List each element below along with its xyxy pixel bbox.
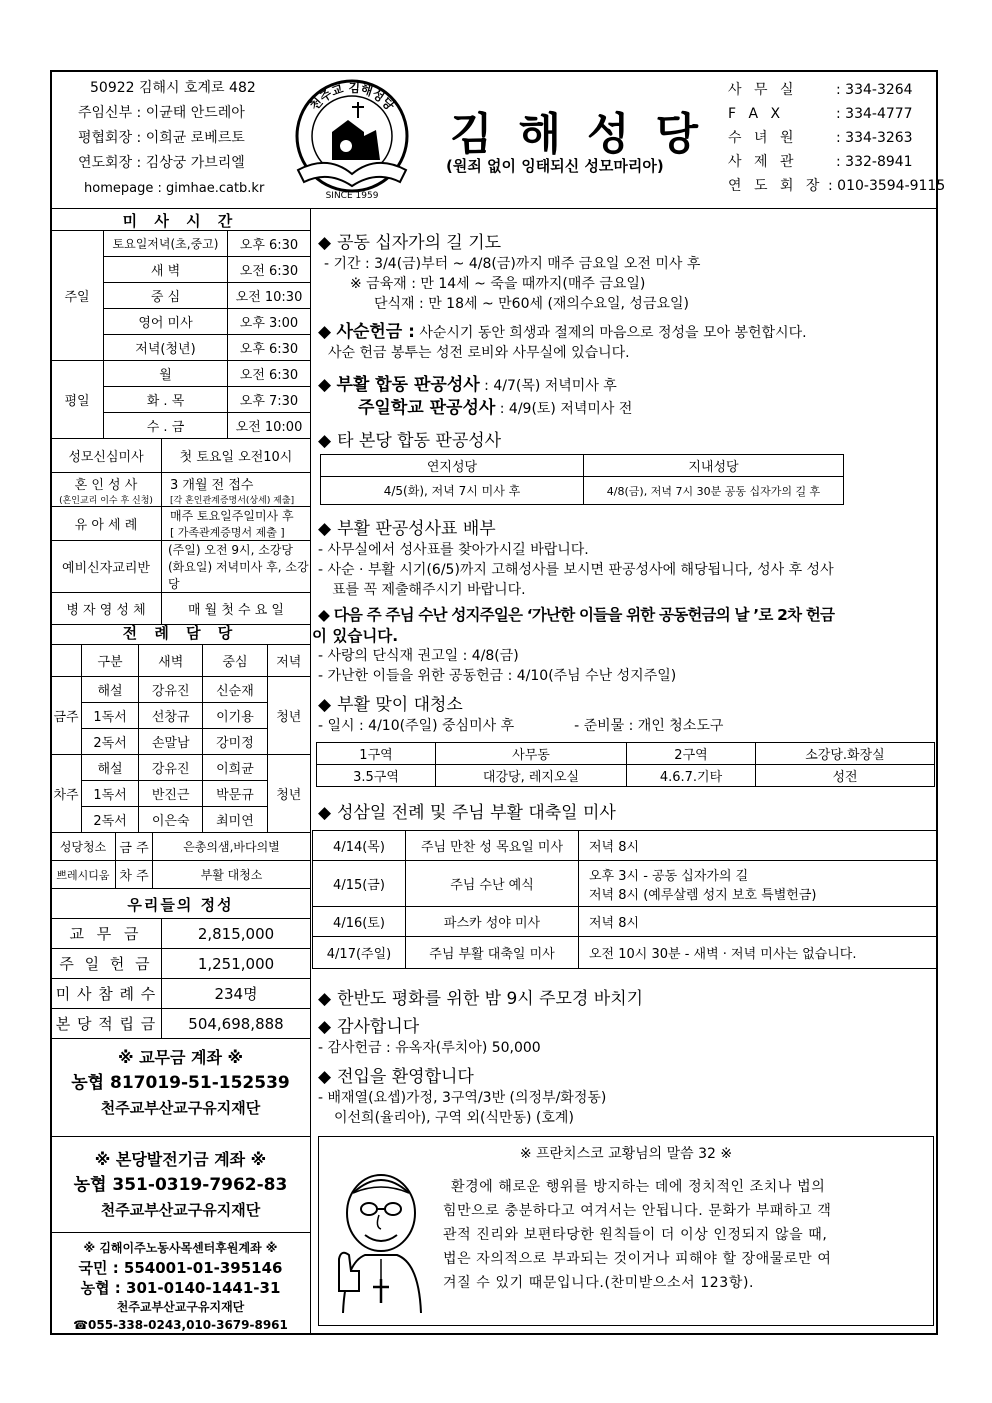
news-cross-way: ◆ 공동 십자가의 길 기도 - 기간 : 3/4(금)부터 ~ 4/8(금)까지 매주 금요일 오전 미사 후 ※ 금육재 : 만 14세 ~ 죽을 때까지(매주 금요일) 단식재 : 만 18세 ~ 만60세 (재의수요일, 성금요일) (318, 233, 701, 312)
sacraments-table: 성모신심미사 첫 토요일 오전10시 혼 인 성 사 (혼인교리 이수 후 신청) 3 개월 전 접수 [각 혼인관계증명서(상세) 제출] 유 아 세 례 매주 토요일주일미사 후 [ 가족관계증명서 제출 ] 예비신자교리반 (주일) 오전 9시, 소강당 (화요일) 저녁미사 후, 소강당 병 자 영 성 체 매 월 첫 수 요 일 (50, 438, 311, 625)
cleaning-table: 성당청소 금 주 은총의샘,바다의별 쁘레시디움 차 주 부활 대청소 (50, 832, 311, 889)
account-box-2: ※ 본당발전기금 계좌 ※ 농협 351-0319-7962-83 천주교부산교구유지재단 (73, 1150, 288, 1219)
account-box-1: ※ 교무금 계좌 ※ 농협 817019-51-152539 천주교부산교구유지재단 (71, 1048, 290, 1117)
logo-text: 천주교 김해성당 (307, 80, 397, 113)
triduum-table: 4/14(목) 주님 만찬 성 목요일 미사 저녁 8시 4/15(금) 주님 수난 예식 오후 3시 - 공동 십자가의 길 저녁 8시 (예루살렘 성지 보호 특별헌금) 4/16(토) 파스카 성야 미사 저녁 8시 4/17(주일) 주님 부활 대축일 미사 오전 10시 30분 - 새벽 · 저녁 미사는 없습니다. (312, 830, 938, 969)
mass-title: 미 사 시 간 (122, 212, 239, 230)
news-peace-prayer: ◆ 한반도 평화를 위한 밤 9시 주모경 바치기 (318, 989, 644, 1009)
contact-convent: 수 녀 원 : 334-3263 (728, 130, 913, 146)
news-welcome: ◆ 전입을 환영합니다 - 배재열(요셉)가정, 3구역/3반 (의정부/화정동) 이선희(율리아), 구역 외(식만동) (호계) (318, 1067, 607, 1126)
news-other-parish: ◆ 타 본당 합동 판공성사 (318, 431, 502, 451)
page-subtitle: (원죄 없이 잉태되신 성모마리아) (446, 157, 664, 175)
contact-fax: F A X : 334-4777 (728, 106, 913, 122)
contact-rectory: 사 제 관 : 332-8941 (728, 154, 913, 170)
sunday-label: 주일 (51, 231, 104, 361)
logo-since: SINCE 1959 (325, 191, 379, 201)
pope-illustration-icon (329, 1163, 429, 1318)
account-box-3: ※ 김해이주노동사목센터후원계좌 ※ 국민 : 554001-01-395146 농협 : 301-0140-1441-31 천주교부산교구유지재단 ☎055-338-0243,010-3679-8961 (73, 1241, 288, 1332)
offering-table: 교 무 금 2,815,000 주 일 헌 금 1,251,000 미 사 참 례 수 234명 본 당 적 립 금 504,698,888 (50, 918, 311, 1039)
page-title: 김해성당 (450, 109, 725, 160)
liturgy-title: 전 례 담 당 (122, 624, 239, 642)
other-parish-table: 연지성당 지내성당 4/5(화), 저녁 7시 미사 후 4/8(금), 저녁 7시 30분 공동 십자가의 길 후 (320, 454, 844, 505)
contact-prayer-president: 연 도 회 장 : 010-3594-9115 (728, 178, 946, 194)
news-thanks: ◆ 감사합니다 - 감사헌금 : 유옥자(루치아) 50,000 (318, 1017, 541, 1056)
pope-quote-text: 환경에 해로운 행위를 방지하는 데에 정치적인 조치나 법의 힘만으로 충분하다고 여겨서는 안됩니다. 문화가 부패하고 객 관적 진리와 보편타당한 원칙들이 더 이상 인정되지 않을 때, 법은 자의적으로 부과되는 것이거나 피해야 할 장애물로만 여 겨질 수 있기 때문입니다.(찬미받으소서 123항). (443, 1179, 832, 1291)
news-cleaning: ◆ 부활 맞이 대청소 - 일시 : 4/10(주일) 중심미사 후 - 준비물 : 개인 청소도구 (318, 695, 724, 734)
council-president: 평협회장 : 이희균 로베르토 (78, 130, 245, 146)
homepage: homepage : gimhae.catb.kr (84, 181, 265, 196)
news-confession-card: ◆ 부활 판공성사표 배부 - 사무실에서 성사표를 찾아가시길 바랍니다. - 사순 · 부활 시기(6/5)까지 고해성사를 보시면 판공성사에 해당됩니다, 성사 후 성사 표를 꼭 제출해주시기 바랍니다. (318, 519, 834, 598)
cleaning-zones-table: 1구역 사무동 2구역 소강당.화장실 3.5구역 대강당, 레지오실 4.6.7.기타 성전 (316, 742, 935, 787)
news-poor-offering: ◆ 다음 주 주님 수난 성지주일은 ‘가난한 이들을 위한 공동헌금의 날 ’로 2차 헌금 이 있습니다. - 사랑의 단식재 권고일 : 4/8(금) - 가난한 이들을 위한 공동헌금 : 4/10(주님 수난 성지주일) (312, 606, 835, 684)
pastor: 주임신부 : 이균태 안드레아 (78, 105, 245, 121)
news-confession: ◆ 부활 합동 판공성사 : 4/7(목) 저녁미사 후 주일학교 판공성사 : 4/9(토) 저녁미사 전 (318, 375, 633, 418)
mass-table: 주일 토요일저녁(초,중고) 오후 6:30 새 벽 오전 6:30 중 심 오전 10:30 영어 미사 오후 3:00 저녁(청년) 오후 6:30 평일 월 오전 6:30 화 . 목 오후 7:30 수 . 금 오전 10:00 (50, 230, 311, 439)
prayer-president: 연도회장 : 김상궁 가브리엘 (78, 155, 245, 171)
address: 50922 김해시 호계로 482 (90, 80, 256, 96)
liturgy-table: 구분 새벽 중심 저녁 금주 해설 강유진 신순재 청년 1독서 선창규 이기용 2독서 손말남 강미정 차주 해설 강유진 이희균 청년 1독서 반진근 박문규 2독서 이은숙 최미연 (50, 644, 311, 833)
pope-quote-title: ※ 프란치스코 교황님의 말씀 32 ※ (519, 1146, 733, 1162)
contact-office: 사 무 실 : 334-3264 (728, 82, 913, 98)
news-triduum: ◆ 성삼일 전례 및 주님 부활 대축일 미사 (318, 803, 616, 823)
header-divider (50, 208, 938, 209)
pope-quote-box (318, 1136, 934, 1326)
news-lent-offering: ◆ 사순헌금 : 사순시기 동안 희생과 절제의 마음으로 정성을 모아 봉헌합시다. 사순 헌금 봉투는 성전 로비와 사무실에 있습니다. (318, 322, 807, 361)
weekday-label: 평일 (51, 361, 104, 439)
offering-title: 우리들의 정성 (127, 896, 234, 914)
